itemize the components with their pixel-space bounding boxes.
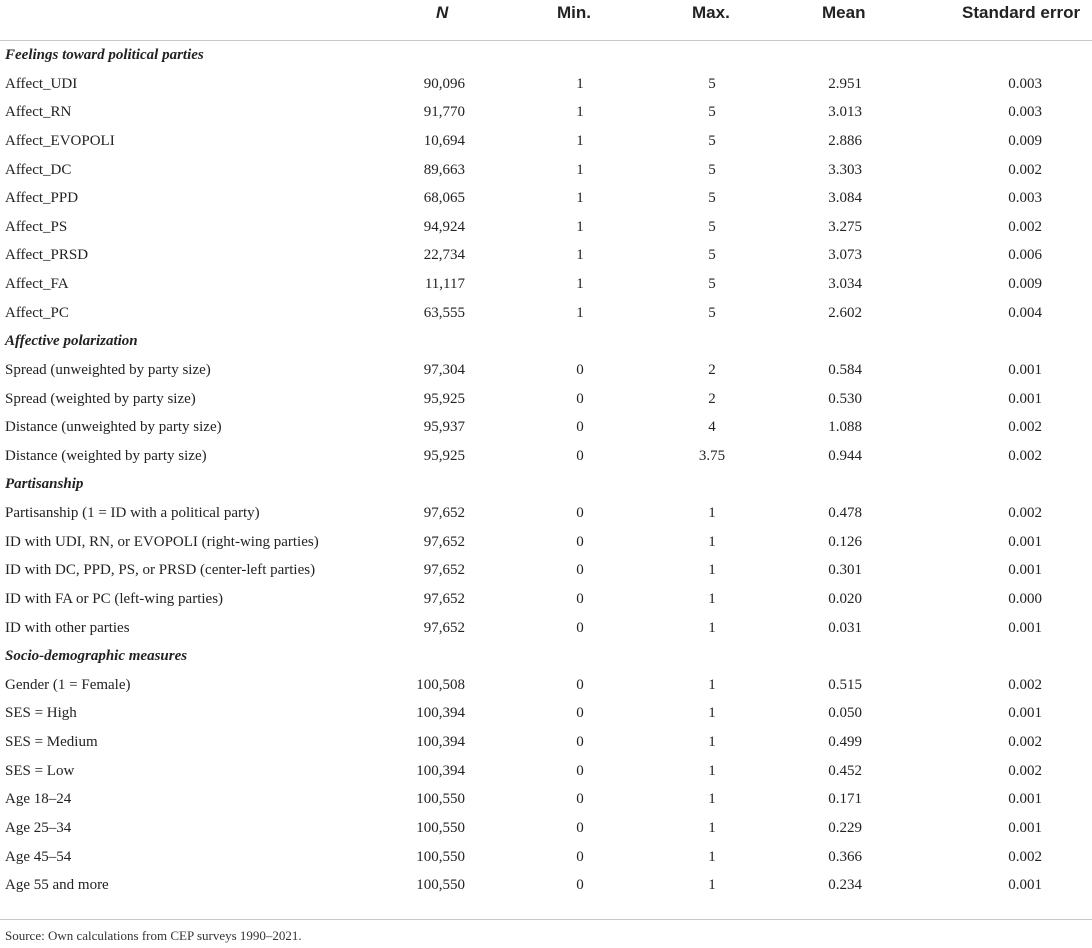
cell-mean: 3.013 (828, 104, 862, 121)
row-label: SES = Low (5, 762, 75, 779)
cell-min: 0 (576, 734, 584, 750)
cell-n: 100,550 (416, 819, 465, 836)
cell-max: 5 (708, 304, 716, 321)
cell-min: 0 (576, 419, 584, 436)
cell-min: 0 (576, 819, 584, 836)
row-label: ID with DC, PPD, PS, or PRSD (center-left parties) (5, 562, 316, 579)
row-label: Affect_UDI (5, 75, 78, 92)
cell-max: 1 (708, 877, 716, 894)
cell-max: 5 (708, 104, 716, 121)
table-row (0, 814, 1092, 843)
cell-standard-error: 0.009 (1008, 132, 1042, 149)
cell-standard-error: 0.003 (1008, 75, 1042, 92)
cell-n: 90,096 (423, 75, 465, 92)
cell-n: 100,550 (416, 791, 465, 808)
table-row (0, 156, 1092, 185)
cell-standard-error: 0.001 (1008, 533, 1042, 550)
cell-standard-error: 0.002 (1008, 505, 1042, 521)
row-label: Spread (unweighted by party size) (5, 361, 211, 378)
cell-max: 5 (708, 276, 716, 292)
cell-mean: 0.031 (828, 619, 862, 636)
cell-n: 97,652 (423, 590, 465, 607)
cell-n: 95,937 (423, 419, 465, 436)
header-n: N (436, 3, 449, 22)
cell-n: 97,652 (423, 562, 465, 579)
cell-mean: 0.020 (828, 590, 862, 607)
cell-min: 1 (576, 75, 584, 92)
table-row (0, 413, 1092, 442)
cell-min: 0 (576, 447, 584, 464)
table-row (0, 270, 1092, 299)
table-row (0, 556, 1092, 585)
cell-standard-error: 0.004 (1008, 304, 1042, 321)
cell-n: 100,550 (416, 848, 465, 865)
cell-min: 1 (576, 190, 584, 207)
cell-min: 0 (576, 590, 584, 607)
cell-n: 68,065 (423, 190, 465, 207)
row-label: ID with FA or PC (left-wing parties) (5, 590, 224, 607)
cell-standard-error: 0.009 (1008, 276, 1042, 292)
table-row (0, 127, 1092, 156)
cell-max: 1 (708, 819, 716, 836)
cell-n: 100,550 (416, 877, 465, 894)
cell-mean: 3.084 (828, 190, 862, 207)
cell-max: 1 (708, 734, 716, 750)
row-label: Affect_PS (5, 218, 68, 235)
cell-min: 0 (576, 562, 584, 579)
cell-max: 1 (708, 533, 716, 550)
cell-max: 1 (708, 762, 716, 779)
cell-max: 2 (708, 361, 716, 378)
cell-n: 95,925 (423, 390, 465, 407)
row-label: Age 45–54 (5, 848, 72, 865)
cell-min: 1 (576, 304, 584, 321)
section-header-row (0, 642, 1092, 671)
cell-mean: 0.126 (828, 533, 862, 550)
cell-max: 5 (708, 247, 716, 264)
header-mean: Mean (822, 3, 866, 22)
cell-max: 5 (708, 161, 716, 178)
cell-max: 4 (708, 419, 716, 436)
cell-min: 0 (576, 848, 584, 865)
table-row (0, 241, 1092, 270)
section-title: Feelings toward political parties (5, 47, 204, 63)
section-header-row (0, 327, 1092, 356)
cell-max: 1 (708, 848, 716, 865)
section-header-row (0, 470, 1092, 499)
cell-standard-error: 0.006 (1008, 247, 1042, 264)
cell-standard-error: 0.001 (1008, 877, 1042, 894)
cell-n: 10,694 (423, 132, 465, 149)
cell-standard-error: 0.002 (1008, 161, 1042, 178)
cell-max: 1 (708, 505, 716, 521)
table-row (0, 299, 1092, 328)
row-label: Distance (unweighted by party size) (5, 419, 222, 436)
cell-standard-error: 0.003 (1008, 104, 1042, 121)
table-row (0, 442, 1092, 471)
cell-n: 100,394 (416, 705, 465, 722)
cell-mean: 0.452 (828, 762, 862, 779)
row-label: Affect_EVOPOLI (5, 132, 115, 149)
cell-min: 1 (576, 218, 584, 235)
row-label: Partisanship (1 = ID with a political party) (5, 505, 260, 521)
cell-standard-error: 0.002 (1008, 848, 1042, 865)
row-label: Gender (1 = Female) (5, 676, 131, 693)
row-label: Affect_PC (5, 304, 69, 321)
header-max: Max. (692, 3, 730, 22)
cell-standard-error: 0.002 (1008, 447, 1042, 464)
row-label: Affect_PPD (5, 190, 79, 207)
cell-mean: 0.366 (828, 848, 862, 865)
cell-max: 3.75 (698, 447, 726, 464)
cell-max: 1 (708, 619, 716, 636)
cell-mean: 0.530 (828, 390, 862, 407)
row-label: ID with UDI, RN, or EVOPOLI (right-wing parties) (5, 533, 319, 550)
cell-standard-error: 0.001 (1008, 390, 1042, 407)
cell-max: 5 (708, 190, 716, 207)
section-title: Partisanship (5, 476, 84, 493)
cell-min: 1 (576, 161, 584, 178)
cell-mean: 2.951 (828, 75, 862, 92)
cell-n: 100,394 (416, 734, 465, 750)
cell-mean: 0.171 (828, 791, 862, 808)
cell-min: 0 (576, 361, 584, 378)
cell-max: 1 (708, 562, 716, 579)
table-row (0, 98, 1092, 127)
cell-n: 100,508 (416, 676, 465, 693)
cell-n: 89,663 (423, 161, 465, 178)
source-note: Source: Own calculations from CEP surveys 1990–2021. (5, 928, 302, 943)
cell-min: 0 (576, 791, 584, 808)
table-row (0, 213, 1092, 242)
cell-mean: 0.944 (828, 447, 862, 464)
table-header-row (0, 0, 1092, 41)
cell-standard-error: 0.001 (1008, 705, 1042, 722)
table-row (0, 871, 1092, 900)
cell-standard-error: 0.001 (1008, 791, 1042, 808)
cell-min: 0 (576, 619, 584, 636)
cell-mean: 0.515 (828, 676, 862, 693)
row-label: Affect_FA (5, 276, 69, 292)
cell-n: 91,770 (423, 104, 465, 121)
cell-min: 1 (576, 104, 584, 121)
cell-n: 97,652 (423, 619, 465, 636)
cell-min: 1 (576, 247, 584, 264)
cell-n: 97,652 (423, 505, 465, 521)
cell-min: 0 (576, 505, 584, 521)
cell-max: 5 (708, 132, 716, 149)
cell-standard-error: 0.002 (1008, 762, 1042, 779)
row-label: Distance (weighted by party size) (5, 447, 207, 464)
cell-min: 0 (576, 533, 584, 550)
section-header-row (0, 41, 1092, 70)
table-row (0, 843, 1092, 872)
cell-standard-error: 0.002 (1008, 218, 1042, 235)
table-row (0, 614, 1092, 643)
cell-n: 97,304 (423, 361, 465, 378)
cell-mean: 0.050 (828, 705, 862, 722)
cell-mean: 2.886 (828, 132, 862, 149)
cell-min: 0 (576, 676, 584, 693)
cell-mean: 0.478 (828, 505, 862, 521)
cell-mean: 0.234 (828, 877, 862, 894)
cell-max: 1 (708, 590, 716, 607)
header-min: Min. (557, 3, 591, 22)
cell-max: 1 (708, 791, 716, 808)
cell-min: 0 (576, 762, 584, 779)
cell-mean: 0.301 (828, 562, 862, 579)
cell-n: 95,925 (423, 447, 465, 464)
cell-max: 5 (708, 75, 716, 92)
table-row (0, 728, 1092, 757)
cell-standard-error: 0.003 (1008, 190, 1042, 207)
table-row (0, 184, 1092, 213)
row-label: Affect_DC (5, 161, 72, 178)
table-row (0, 356, 1092, 385)
table-row (0, 699, 1092, 728)
cell-mean: 3.303 (828, 161, 862, 178)
cell-mean: 3.275 (828, 218, 862, 235)
row-label: Age 55 and more (5, 877, 109, 894)
table-row (0, 785, 1092, 814)
table-row (0, 757, 1092, 786)
cell-max: 5 (708, 218, 716, 235)
cell-standard-error: 0.001 (1008, 819, 1042, 836)
section-title: Socio-demographic measures (5, 648, 188, 665)
table-bottom-rule (0, 919, 1092, 920)
cell-mean: 0.229 (828, 819, 862, 836)
cell-min: 1 (576, 276, 584, 292)
cell-n: 94,924 (423, 218, 465, 235)
cell-standard-error: 0.001 (1008, 562, 1042, 579)
table-row (0, 585, 1092, 614)
row-label: Affect_PRSD (5, 247, 89, 264)
table-row (0, 499, 1092, 528)
table-body (0, 41, 1092, 900)
cell-mean: 0.499 (828, 734, 862, 750)
cell-mean: 3.034 (828, 276, 862, 292)
cell-min: 1 (576, 132, 584, 149)
cell-standard-error: 0.000 (1008, 590, 1042, 607)
table-row (0, 671, 1092, 700)
cell-n: 11,117 (424, 276, 465, 292)
cell-max: 1 (708, 705, 716, 722)
row-label: Spread (weighted by party size) (5, 390, 196, 407)
cell-standard-error: 0.002 (1008, 419, 1042, 436)
table-row (0, 70, 1092, 99)
cell-n: 22,734 (423, 247, 465, 264)
cell-standard-error: 0.002 (1008, 734, 1042, 750)
cell-max: 2 (708, 390, 716, 407)
cell-mean: 2.602 (828, 304, 862, 321)
row-label: ID with other parties (5, 619, 130, 636)
section-title: Affective polarization (5, 333, 138, 350)
header-standard-error: Standard error (962, 3, 1081, 22)
row-label: SES = High (5, 705, 77, 722)
cell-standard-error: 0.002 (1008, 676, 1042, 693)
cell-max: 1 (708, 676, 716, 693)
cell-min: 0 (576, 877, 584, 894)
cell-standard-error: 0.001 (1008, 361, 1042, 378)
row-label: SES = Medium (5, 734, 98, 750)
cell-standard-error: 0.001 (1008, 619, 1042, 636)
cell-n: 63,555 (423, 304, 465, 321)
cell-mean: 0.584 (828, 361, 862, 378)
table-row (0, 528, 1092, 557)
cell-min: 0 (576, 390, 584, 407)
row-label: Age 25–34 (5, 819, 72, 836)
cell-n: 100,394 (416, 762, 465, 779)
cell-min: 0 (576, 705, 584, 722)
row-label: Age 18–24 (5, 791, 72, 808)
cell-mean: 3.073 (828, 247, 862, 264)
cell-mean: 1.088 (828, 419, 862, 436)
cell-n: 97,652 (423, 533, 465, 550)
row-label: Affect_RN (5, 104, 72, 121)
table-row (0, 385, 1092, 414)
